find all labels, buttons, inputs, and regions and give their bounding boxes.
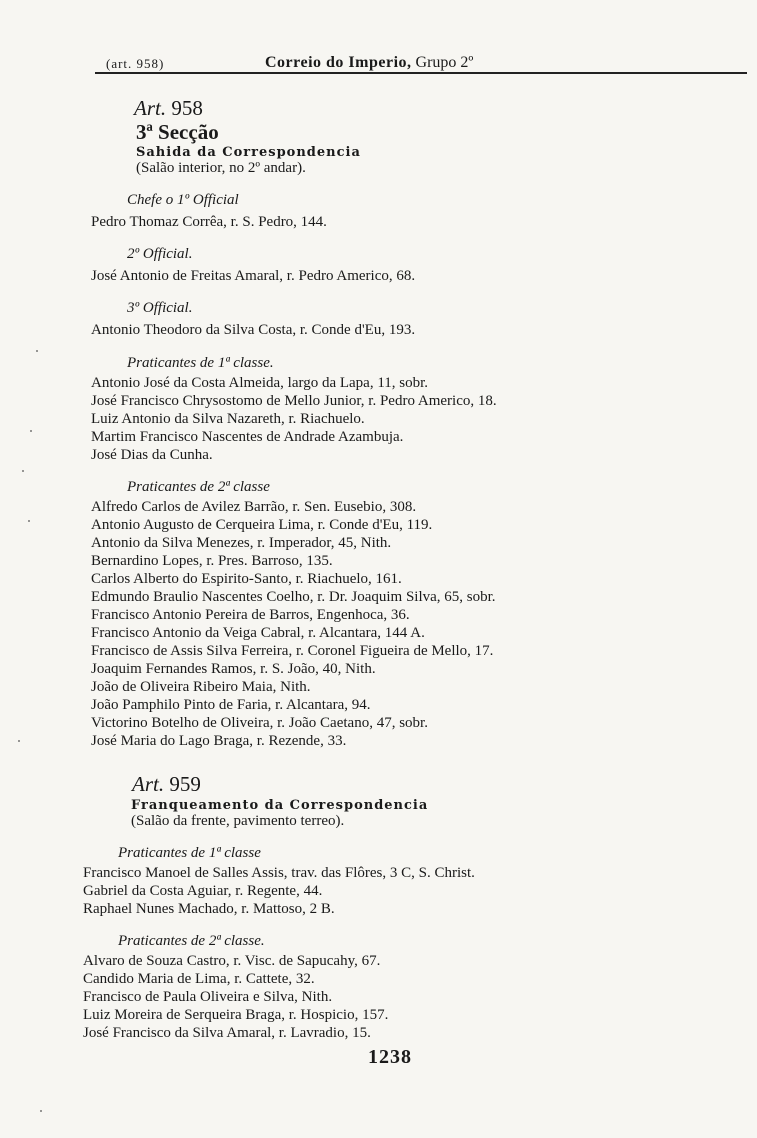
- scan-speck: [40, 1110, 42, 1112]
- list-item: Antonio Augusto de Cerqueira Lima, r. Conde d'Eu, 119.: [91, 517, 433, 533]
- list-item: José Francisco Chrysostomo de Mello Junior, r. Pedro Americo, 18.: [91, 393, 497, 409]
- list-item: Francisco Antonio da Veiga Cabral, r. Alcantara, 144 A.: [91, 625, 425, 641]
- art-959-prat1-title: Praticantes de 1ª classe: [118, 845, 261, 861]
- chefe-name: Pedro Thomaz Corrêa, r. S. Pedro, 144.: [91, 214, 327, 230]
- list-item: Carlos Alberto do Espirito-Santo, r. Riachuelo, 161.: [91, 571, 402, 587]
- list-item: Raphael Nunes Machado, r. Mattoso, 2 B.: [83, 901, 335, 917]
- list-item: Alfredo Carlos de Avilez Barrão, r. Sen. Eusebio, 308.: [91, 499, 417, 515]
- list-item: Francisco de Paula Oliveira e Silva, Nith.: [83, 989, 333, 1005]
- header-publication: Correio do Imperio,: [265, 54, 412, 71]
- art-958-prat1-title: Praticantes de 1ª classe.: [127, 355, 274, 371]
- page-number: 1238: [368, 1046, 412, 1068]
- second-official-title: 2º Official.: [127, 246, 193, 262]
- art-958-prat2-title: Praticantes de 2ª classe: [127, 479, 270, 495]
- list-item: Alvaro de Souza Castro, r. Visc. de Sapucahy, 67.: [83, 953, 381, 969]
- art-959-number: 959: [169, 772, 201, 796]
- scan-speck: [18, 740, 20, 742]
- list-item: José Dias da Cunha.: [91, 447, 213, 463]
- second-official-name: José Antonio de Freitas Amaral, r. Pedro Americo, 68.: [91, 268, 416, 284]
- section-title: 3ª Secção: [136, 120, 219, 144]
- list-item: José Francisco da Silva Amaral, r. Lavradio, 15.: [83, 1025, 371, 1041]
- list-item: João de Oliveira Ribeiro Maia, Nith.: [91, 679, 311, 695]
- list-item: Francisco Antonio Pereira de Barros, Engenhoca, 36.: [91, 607, 410, 623]
- list-item: João Pamphilo Pinto de Faria, r. Alcantara, 94.: [91, 697, 371, 713]
- art-959-label: Art.: [132, 772, 165, 796]
- art-958-title: [134, 96, 203, 121]
- header-group: Grupo 2º: [415, 54, 474, 71]
- list-item: Edmundo Braulio Nascentes Coelho, r. Dr. Joaquim Silva, 65, sobr.: [91, 589, 496, 605]
- header-article-ref: (art. 958): [106, 56, 165, 71]
- art-959-location: (Salão da frente, pavimento terreo).: [131, 813, 345, 829]
- art-958-number: 958: [171, 96, 203, 120]
- list-item: Bernardino Lopes, r. Pres. Barroso, 135.: [91, 553, 333, 569]
- list-item: Antonio José da Costa Almeida, largo da Lapa, 11, sobr.: [91, 375, 429, 391]
- list-item: Gabriel da Costa Aguiar, r. Regente, 44.: [83, 883, 323, 899]
- art-958-heading: Sahida da Correspondencia: [136, 145, 361, 160]
- scan-speck: [22, 470, 24, 472]
- list-item: Martim Francisco Nascentes de Andrade Azambuja.: [91, 429, 404, 445]
- art-959-title: [132, 772, 201, 797]
- art-959-heading: Franqueamento da Correspondencia: [131, 798, 429, 813]
- third-official-title: 3º Official.: [127, 300, 193, 316]
- list-item: Joaquim Fernandes Ramos, r. S. João, 40, Nith.: [91, 661, 376, 677]
- header-title: [265, 54, 473, 72]
- list-item: Luiz Antonio da Silva Nazareth, r. Riachuelo.: [91, 411, 365, 427]
- list-item: Luiz Moreira de Serqueira Braga, r. Hospicio, 157.: [83, 1007, 389, 1023]
- list-item: Antonio da Silva Menezes, r. Imperador, 45, Nith.: [91, 535, 392, 551]
- art-959-prat2-title: Praticantes de 2ª classe.: [118, 933, 265, 949]
- header-rule: [95, 72, 747, 74]
- chefe-title: Chefe o 1º Official: [127, 192, 239, 208]
- third-official-name: Antonio Theodoro da Silva Costa, r. Conde d'Eu, 193.: [91, 322, 416, 338]
- art-958-location: (Salão interior, no 2º andar).: [136, 160, 306, 176]
- list-item: Candido Maria de Lima, r. Cattete, 32.: [83, 971, 315, 987]
- list-item: Francisco de Assis Silva Ferreira, r. Coronel Figueira de Mello, 17.: [91, 643, 494, 659]
- art-958-label: Art.: [134, 96, 167, 120]
- scan-speck: [28, 520, 30, 522]
- list-item: Francisco Manoel de Salles Assis, trav. das Flôres, 3 C, S. Christ.: [83, 865, 475, 881]
- scan-speck: [36, 350, 38, 352]
- list-item: Victorino Botelho de Oliveira, r. João Caetano, 47, sobr.: [91, 715, 428, 731]
- list-item: José Maria do Lago Braga, r. Rezende, 33.: [91, 733, 347, 749]
- scan-speck: [30, 430, 32, 432]
